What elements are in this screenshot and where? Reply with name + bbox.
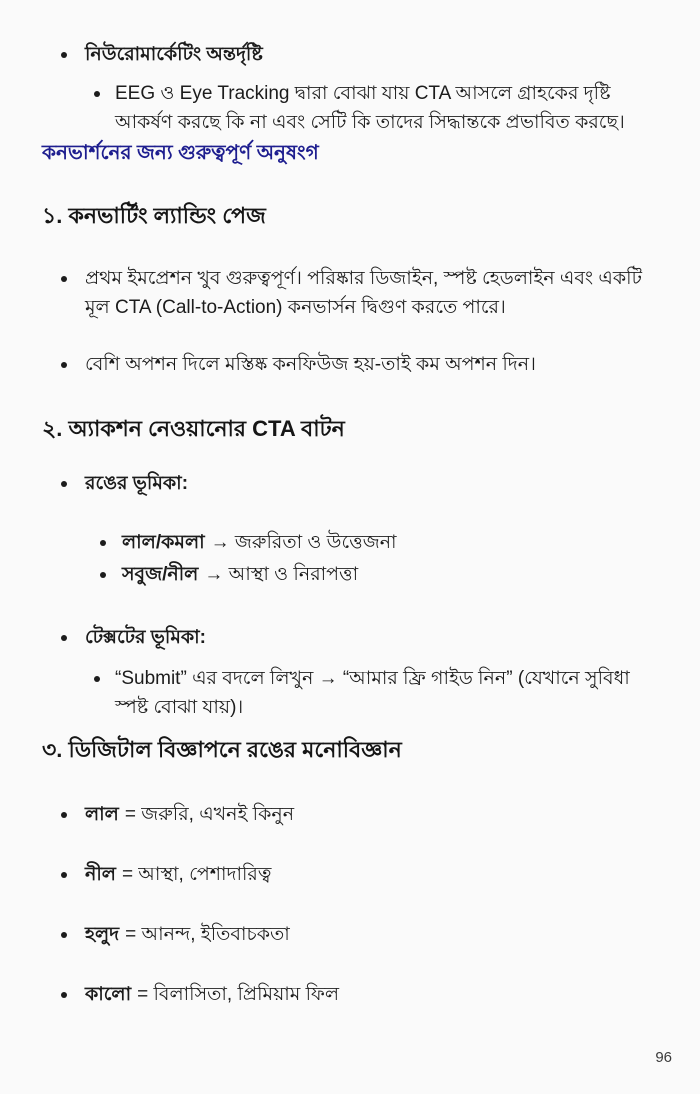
color-pair: লাল/কমলা — [122, 532, 205, 553]
section1-heading: ১. কনভার্টিং ল্যান্ডিং পেজ — [42, 203, 266, 228]
color-meaning: = বিলাসিতা, প্রিমিয়াম ফিল — [137, 984, 340, 1005]
bullet-icon — [100, 540, 106, 546]
bullet-text: EEG ও Eye Tracking দ্বারা বোঝা যায় CTA আসলে গ্রাহকের দৃষ্টি আকর্ষণ করছে কি না এবং সেটি কি তাদের সিদ্ধান্তকে প্রভাবিত করছে। — [115, 83, 625, 133]
list-item — [42, 264, 655, 322]
list-item — [42, 980, 655, 1009]
bullet-icon — [94, 676, 100, 682]
color-name: নীল — [85, 864, 116, 885]
bullet-icon — [61, 635, 67, 641]
neuromarketing-list — [42, 40, 655, 137]
bullet-icon — [61, 872, 67, 878]
color-pair: সবুজ/নীল — [122, 564, 199, 585]
color-meaning: = আনন্দ, ইতিবাচকতা — [125, 924, 290, 945]
bullet-text: প্রথম ইমপ্রেশন খুব গুরুত্বপূর্ণ। পরিষ্কার ডিজাইন, স্পষ্ট হেডলাইন এবং একটি মূল CTA (Call-to-Action) কনভার্সন দ্বিগুণ করতে পারে। — [85, 268, 642, 318]
color-meaning: = জরুরি, এখনই কিনুন — [124, 804, 295, 825]
list-item — [85, 664, 655, 722]
list-item — [85, 528, 655, 557]
list-item — [42, 350, 655, 379]
text-role-sub-list — [85, 664, 655, 722]
bullet-icon — [94, 91, 100, 97]
color-meaning: → জরুরিতা ও উত্তেজনা — [210, 532, 397, 553]
page-number: 96 — [655, 1049, 672, 1066]
bullet-icon — [61, 812, 67, 818]
blue-section-heading: কনভার্শনের জন্য গুরুত্বপূর্ণ অনুষংগ — [42, 142, 319, 164]
section1-list — [42, 264, 655, 379]
list-item — [42, 920, 655, 949]
list-item — [85, 79, 655, 137]
list-item — [42, 623, 655, 722]
list-item — [42, 860, 655, 889]
color-role-sub-list — [85, 528, 655, 589]
sub-list — [85, 79, 655, 137]
color-name: কালো — [85, 984, 132, 1005]
bullet-icon — [61, 481, 67, 487]
color-meaning: = আস্থা, পেশাদারিত্ব — [121, 864, 272, 885]
list-item — [42, 469, 655, 589]
bullet-icon — [61, 52, 67, 58]
section3-heading: ৩. ডিজিটাল বিজ্ঞাপনে রঙের মনোবিজ্ঞান — [42, 737, 402, 762]
bullet-title: নিউরোমার্কেটিং অন্তর্দৃষ্টি — [85, 44, 263, 65]
bullet-title: রঙের ভূমিকা: — [85, 473, 189, 494]
bullet-icon — [61, 932, 67, 938]
list-item — [42, 40, 655, 137]
color-name: হলুদ — [85, 924, 120, 945]
color-name: লাল — [85, 804, 119, 825]
list-item — [42, 800, 655, 829]
bullet-icon — [100, 572, 106, 578]
bullet-icon — [61, 362, 67, 368]
section3-list — [42, 800, 655, 1009]
section2-heading: ২. অ্যাকশন নেওয়ানোর CTA বাটন — [42, 416, 345, 441]
bullet-icon — [61, 276, 67, 282]
color-meaning: → আস্থা ও নিরাপত্তা — [204, 564, 359, 585]
section2-list — [42, 469, 655, 722]
list-item — [85, 560, 655, 589]
bullet-icon — [61, 992, 67, 998]
bullet-text: “Submit” এর বদলে লিখুন → “আমার ফ্রি গাইড নিন” (যেখানে সুবিধা স্পষ্ট বোঝা যায়)। — [115, 668, 630, 718]
bullet-text: বেশি অপশন দিলে মস্তিষ্ক কনফিউজ হয়-তাই কম অপশন দিন। — [85, 354, 536, 375]
bullet-title: টেক্সটের ভূমিকা: — [85, 627, 207, 648]
